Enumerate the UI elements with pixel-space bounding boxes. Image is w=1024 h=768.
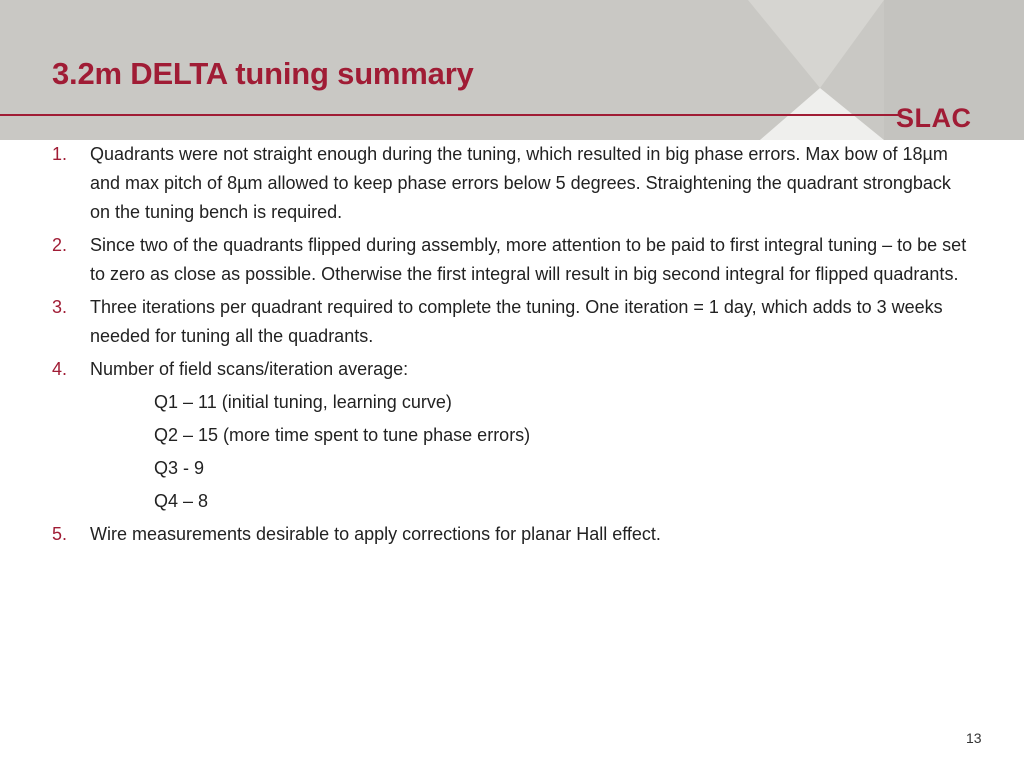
scan-count-list [90,388,972,516]
slac-logo [896,102,976,137]
page-title: 3.2m DELTA tuning summary [52,56,474,91]
item-number: 1. [52,144,68,164]
list-item [52,355,972,516]
item-text: Since two of the quadrants flipped during assembly, more attention to be paid to first integral tuning – to be set to zero as close as possible. Otherwise the first integral will result in big second integral for flipped quadrants. [90,235,967,284]
item-number: 2. [52,235,68,255]
list-item [52,231,972,289]
slac-logo-icon [896,102,976,132]
page-number: 13 [966,730,982,746]
sub-item-q1: Q1 – 11 (initial tuning, learning curve) [154,392,452,412]
item-number: 5. [52,524,68,544]
logo-text: SLAC [896,103,972,132]
list-item [52,140,972,227]
sub-item-q3: Q3 - 9 [154,458,205,478]
item-text: Three iterations per quadrant required to complete the tuning. One iteration = 1 day, which adds to 3 weeks needed for tuning all the quadrants. [90,297,943,346]
item-text: Quadrants were not straight enough during the tuning, which resulted in big phase errors. Max bow of 18µm and max pitch of 8µm allowed to keep phase errors below 5 degrees. Straightening the quadrant strongback on the tuning bench is required. [90,144,951,222]
list-item [52,293,972,351]
list-item [52,520,972,549]
sub-item-q4: Q4 – 8 [154,491,209,511]
title-divider [0,114,900,116]
item-text: Number of field scans/iteration average: [90,359,409,379]
sub-item-q2: Q2 – 15 (more time spent to tune phase errors) [154,425,531,445]
item-number: 4. [52,359,68,379]
item-number: 3. [52,297,68,317]
summary-list [52,140,972,553]
item-text: Wire measurements desirable to apply corrections for planar Hall effect. [90,524,661,544]
